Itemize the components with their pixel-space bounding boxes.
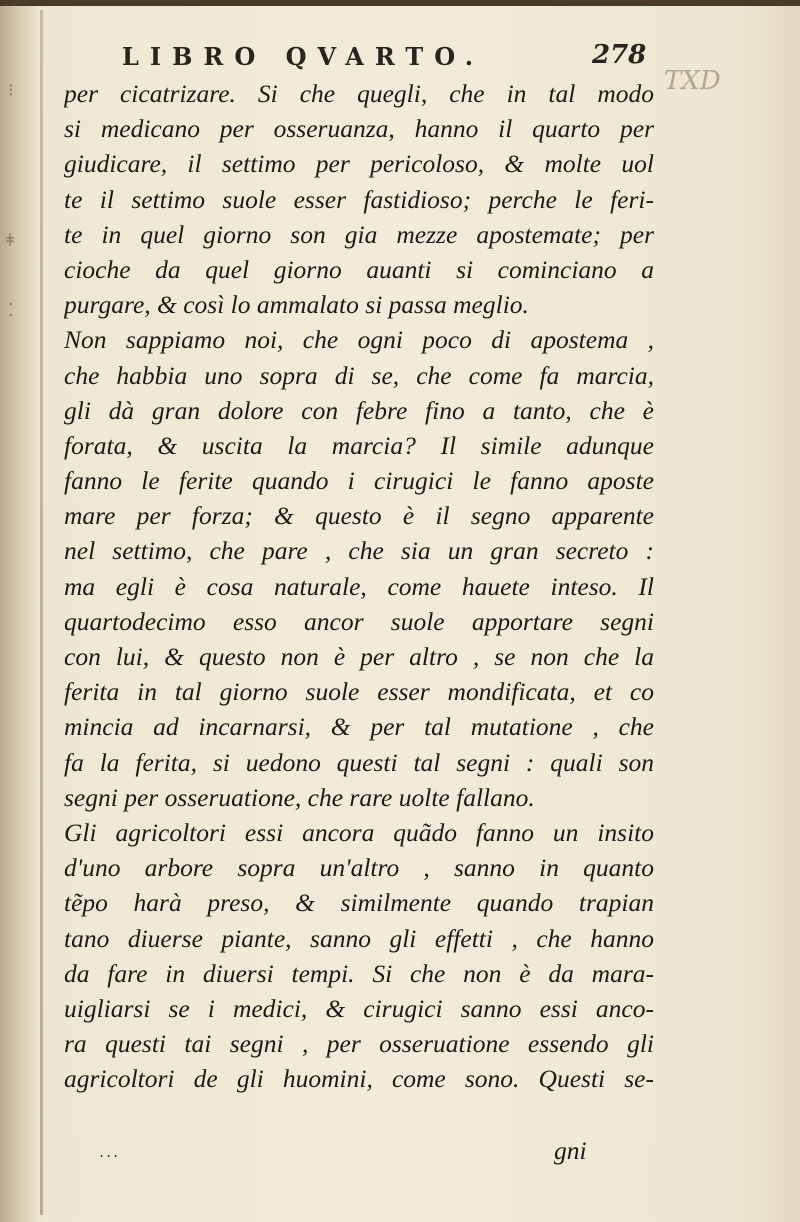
text-line: mincia ad incarnarsi, & per tal mutatione , che (64, 712, 654, 742)
text-line: Non sappiamo noi, che ogni poco di apostema , (64, 325, 654, 355)
bleed-through-mark: ǂ (6, 230, 15, 251)
page-top-edge (0, 0, 800, 6)
text-line: giudicare, il settimo per pericoloso, & molte uol (64, 149, 654, 179)
text-line: te il settimo suole esser fastidioso; perche le feri- (64, 184, 654, 214)
text-line: tẽpo harà preso, & similmente quando trapian (64, 888, 654, 918)
text-line: mare per forza; & questo è il segno apparente (64, 501, 654, 531)
page-header (92, 36, 652, 76)
text-line: si medicano per osseruanza, hanno il quarto per (64, 114, 654, 144)
text-line: gli dà gran dolore con febre fino a tanto, che è (64, 395, 654, 425)
text-line: quartodecimo esso ancor suole apportare segni (64, 606, 654, 636)
text-line: Gli agricoltori essi ancora quãdo fanno un insito (64, 817, 654, 847)
text-line: purgare, & così lo ammalato si passa meglio. (64, 290, 529, 320)
text-line: te in quel giorno son gia mezze apostemate; per (64, 219, 654, 249)
running-head: LIBRO QVARTO. (122, 42, 485, 71)
body-text (64, 76, 654, 1096)
text-line: ma egli è cosa naturale, come hauete inteso. Il (64, 571, 654, 601)
text-line: d'uno arbore sopra un'altro , sanno in quanto (64, 853, 654, 883)
bleed-through-mark: ⁝ (8, 80, 14, 101)
marginal-annotation: TXD (664, 66, 721, 96)
text-line: che habbia uno sopra di se, che come fa marcia, (64, 360, 654, 390)
signature-mark: ... (100, 1144, 121, 1161)
text-line: ferita in tal giorno suole esser mondificata, et co (64, 677, 654, 707)
binding-shadow (40, 10, 43, 1215)
text-line: fanno le ferite quando i cirugici le fanno aposte (64, 466, 654, 496)
page-gutter (0, 6, 36, 1222)
page-number: 278 (592, 40, 647, 70)
text-line: uigliarsi se i medici, & cirugici sanno essi anco- (64, 993, 654, 1023)
text-line: ra questi tai segni , per osseruatione essendo gli (64, 1029, 654, 1059)
text-line: segni per osseruatione, che rare uolte fallano. (64, 782, 535, 812)
text-line: con lui, & questo non è per altro , se non che la (64, 642, 654, 671)
bleed-through-mark: ⁚ (8, 300, 14, 321)
text-line: cioche da quel giorno auanti si cominciano a (64, 254, 654, 284)
text-line: nel settimo, che pare , che sia un gran secreto : (64, 536, 654, 566)
catchword: gni (554, 1136, 587, 1165)
text-line: per cicatrizare. Si che quegli, che in tal modo (64, 79, 654, 108)
text-line: forata, & uscita la marcia? Il simile adunque (64, 430, 654, 460)
text-line: da fare in diuersi tempi. Si che non è da mara- (64, 958, 654, 988)
page-footer (64, 1136, 654, 1176)
text-line: agricoltori de gli huomini, come sono. Questi se- (64, 1064, 654, 1094)
text-line: tano diuerse piante, sanno gli effetti , che hanno (64, 923, 654, 953)
text-line: fa la ferita, si uedono questi tal segni : quali son (64, 747, 654, 777)
